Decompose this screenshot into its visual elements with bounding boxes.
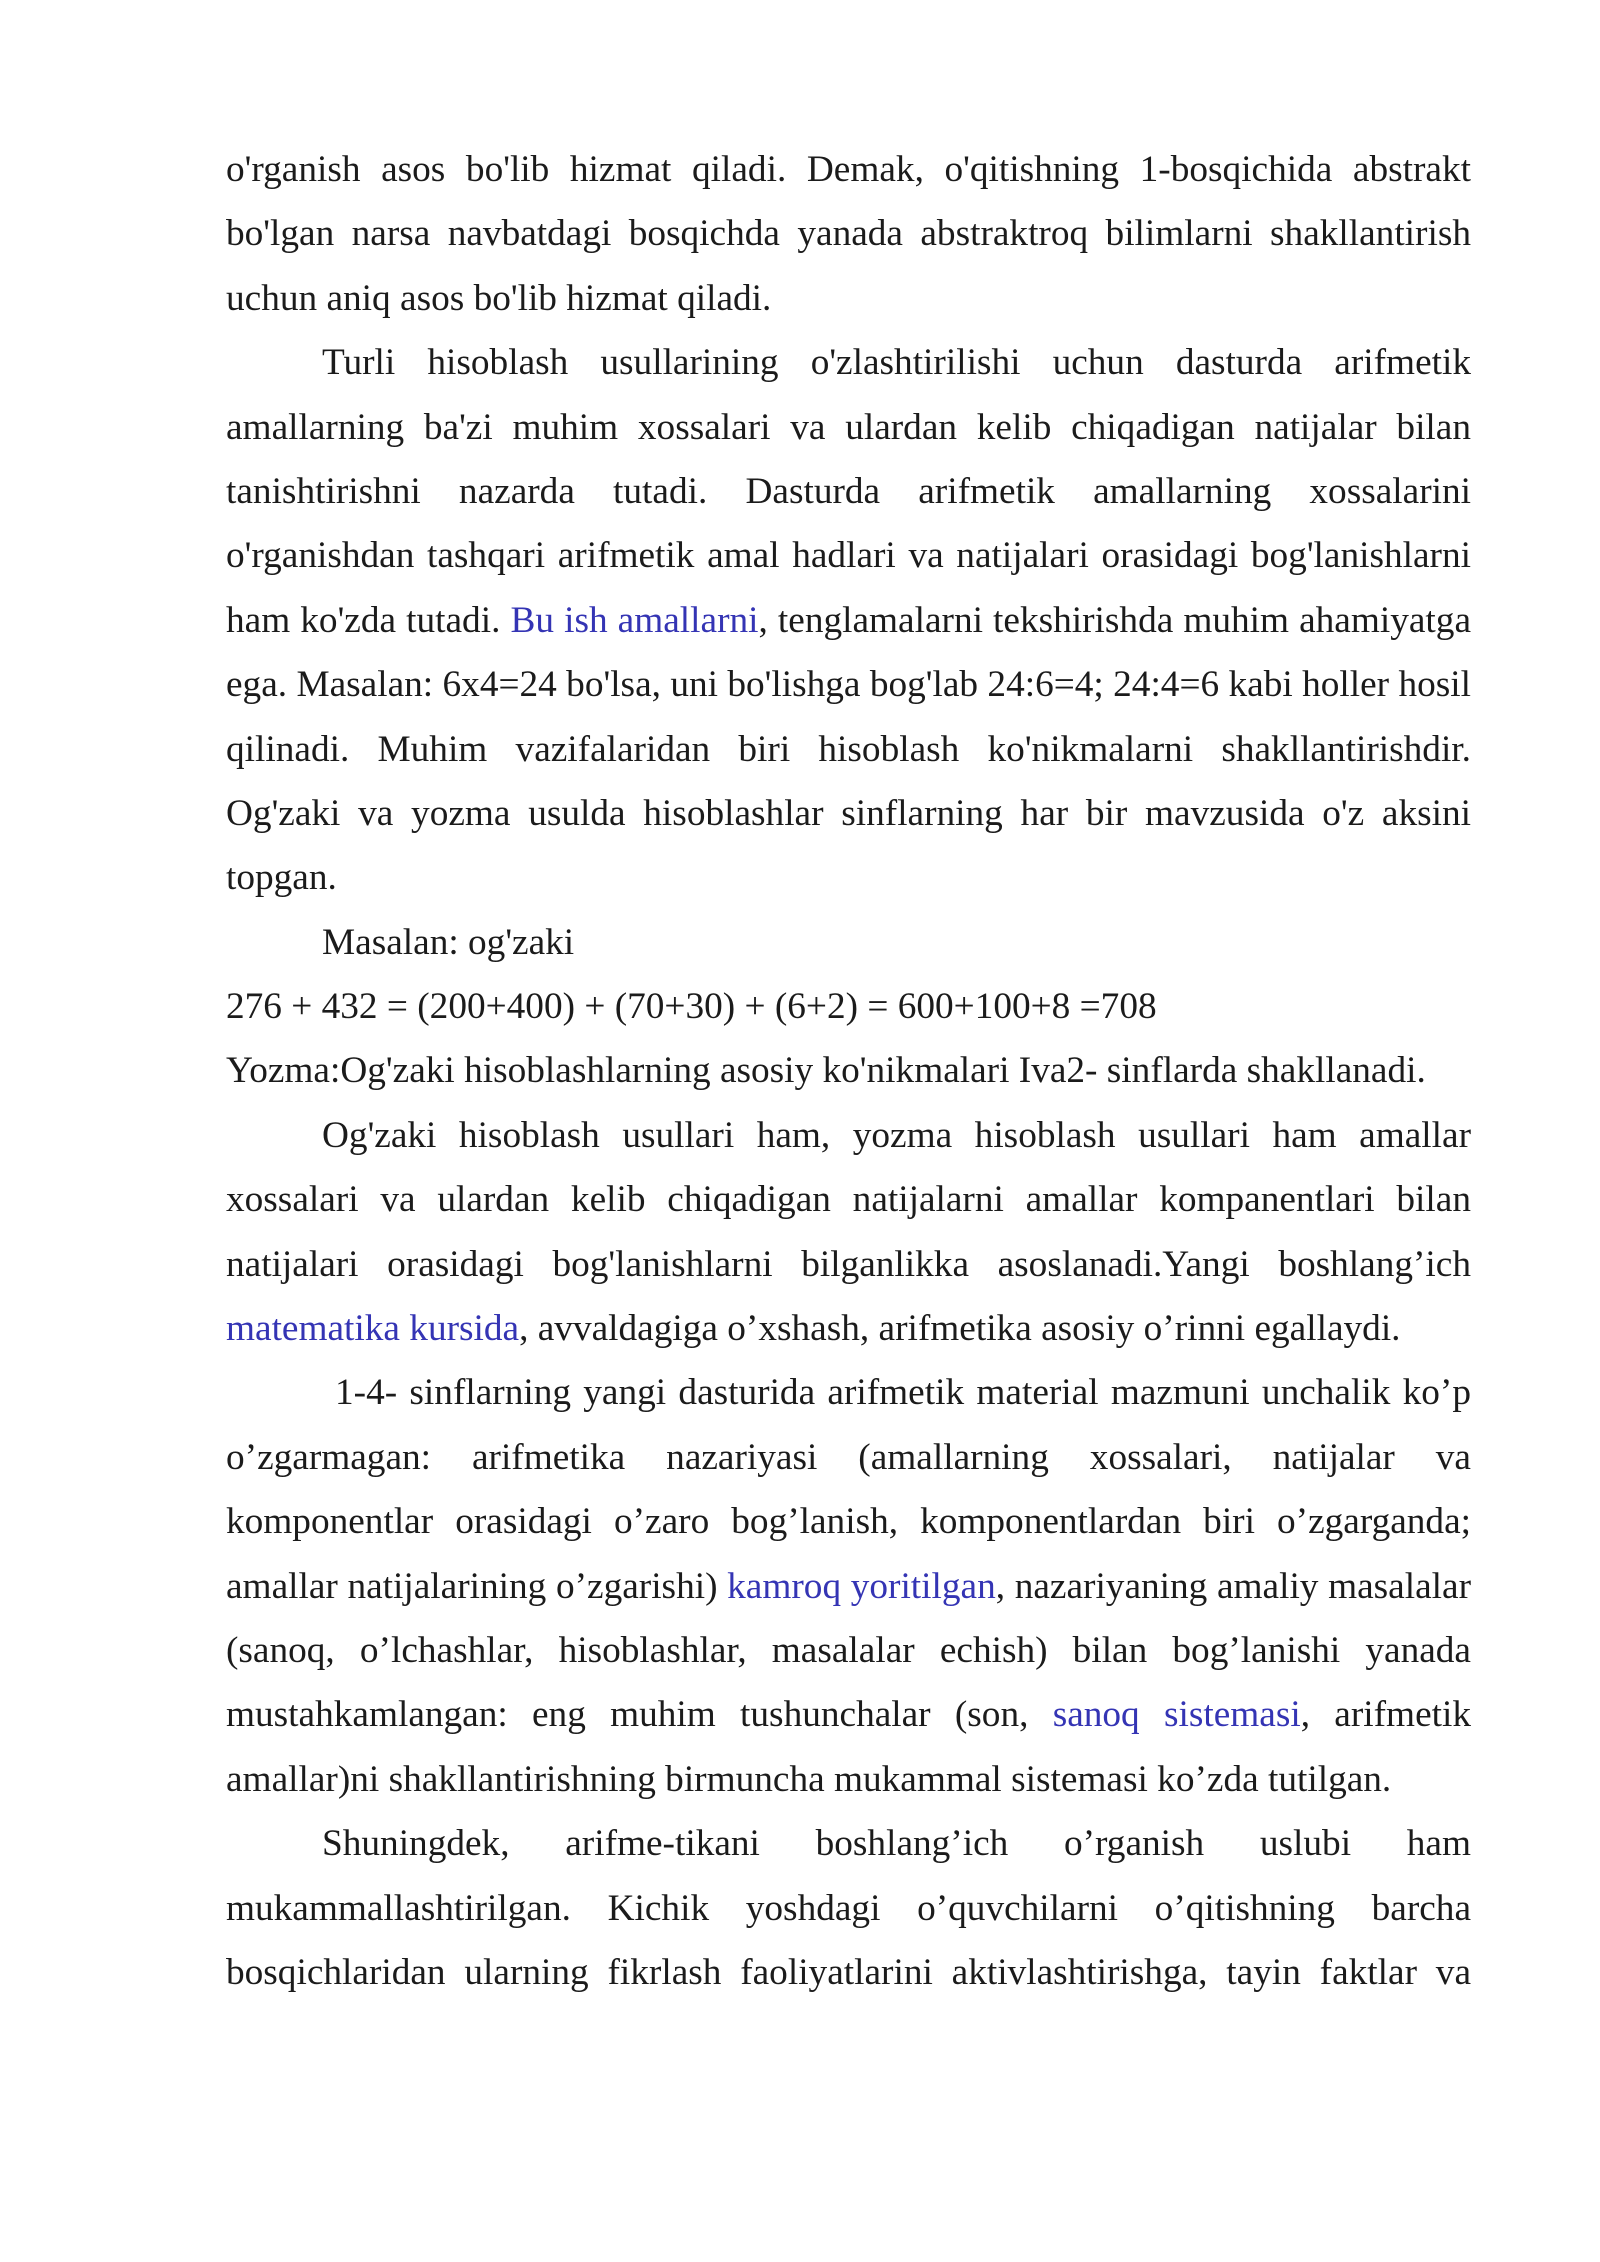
text-line: bosqichlaridan ularning fikrlash faoliyatlarini aktivlashtirishga, tayin faktlar va [226, 1951, 1471, 1993]
text-line: Masalan: og'zaki [322, 921, 575, 963]
text-line: o’zgarmagan: arifmetika nazariyasi (amallarning xossalari, natijalar va [226, 1436, 1471, 1478]
paragraph [226, 138, 1471, 331]
text-segment: ham ko'zda tutadi. [226, 599, 511, 641]
text-line: ega. Masalan: 6x4=24 bo'lsa, uni bo'lishga bog'lab 24:6=4; 24:4=6 kabi holler hosil [226, 664, 1471, 706]
paragraph [226, 1812, 1471, 2005]
text-line: o'rganish asos bo'lib hizmat qiladi. Demak, o'qitishning 1-bosqichida abstrakt [226, 149, 1471, 190]
text-segment: , nazariyaning amaliy masalalar [995, 1565, 1471, 1607]
text-line: amallarning ba'zi muhim xossalari va ulardan kelib chiqadigan natijalar bilan [226, 406, 1471, 448]
inline-link[interactable]: matematika kursida [226, 1308, 520, 1350]
text-line: mukammallashtirilgan. Kichik yoshdagi o’quvchilarni o’qitishning barcha [226, 1887, 1471, 1929]
inline-link[interactable]: kamroq yoritilgan [727, 1565, 996, 1607]
text-segment: , arifmetik [1300, 1694, 1471, 1736]
text-segment: , tenglamalarni tekshirishda muhim ahamiyatga [758, 599, 1471, 641]
paragraph [226, 1361, 1471, 1812]
text-line: natijalari orasidagi bog'lanishlarni bilganlikka asoslanadi.Yangi boshlang’ich [226, 1243, 1471, 1285]
text-segment: amallar natijalarining o’zgarishi) [226, 1565, 728, 1607]
text-line: Turli hisoblash usullarining o'zlashtirilishi uchun dasturda arifmetik [322, 342, 1471, 384]
text-segment: mustahkamlangan: eng muhim tushunchalar (son, [226, 1694, 1053, 1736]
text-line: bo'lgan narsa navbatdagi bosqichda yanada abstraktroq bilimlarni shakllantirish [226, 213, 1471, 255]
text-line: komponentlar orasidagi o’zaro bog’lanish, komponentlardan biri o’zgarganda; [226, 1501, 1471, 1543]
text-line [226, 589, 1471, 653]
text-line [226, 1555, 1471, 1619]
text-line: qilinadi. Muhim vazifalaridan biri hisoblash ko'nikmalarni shakllantirishdir. [226, 728, 1471, 770]
equation-line: 276 + 432 = (200+400) + (70+30) + (6+2) = 600+100+8 =708 [226, 986, 1157, 1028]
text-line [226, 1683, 1471, 1747]
text-line: amallar)ni shakllantirishning birmuncha mukammal sistemasi ko’zda tutilgan. [226, 1758, 1392, 1800]
text-line: Og'zaki va yozma usulda hisoblashlar sinflarning har bir mavzusida o'z aksini [226, 792, 1471, 834]
paragraph [226, 331, 1471, 911]
text-line: uchun aniq asos bo'lib hizmat qiladi. [226, 277, 772, 319]
text-segment: , avvaldagiga o’xshash, arifmetika asosiy o’rinni egallaydi. [519, 1308, 1401, 1350]
paragraph [226, 1104, 1471, 1362]
body-text [226, 138, 1471, 2005]
text-line: Shuningdek, arifme-tikani boshlang’ich o’rganish uslubi ham [322, 1823, 1471, 1865]
paragraph [226, 911, 1471, 975]
inline-link[interactable]: sanoq sistemasi [1052, 1694, 1301, 1736]
text-line [226, 1297, 1471, 1361]
paragraph [226, 975, 1471, 1039]
text-line: (sanoq, o’lchashlar, hisoblashlar, masalalar echish) bilan bog’lanishi yanada [226, 1629, 1471, 1671]
text-line: Yozma:Og'zaki hisoblashlarning asosiy ko'nikmalari Iva2- sinflarda shakllanadi. [226, 1050, 1426, 1092]
text-line: xossalari va ulardan kelib chiqadigan natijalarni amallar kompanentlari bilan [226, 1179, 1471, 1221]
text-line: tanishtirishni nazarda tutadi. Dasturda arifmetik amallarning xossalarini [226, 470, 1471, 512]
inline-link[interactable]: Bu ish amallarni [510, 599, 759, 641]
text-line: Og'zaki hisoblash usullari ham, yozma hisoblash usullari ham amallar [322, 1114, 1471, 1156]
text-line: 1-4- sinflarning yangi dasturida arifmetik material mazmuni unchalik ko’p [335, 1372, 1471, 1414]
text-line: o'rganishdan tashqari arifmetik amal hadlari va natijalari orasidagi bog'lanishlarni [226, 535, 1471, 577]
text-line: topgan. [226, 857, 337, 899]
paragraph [226, 1039, 1471, 1103]
